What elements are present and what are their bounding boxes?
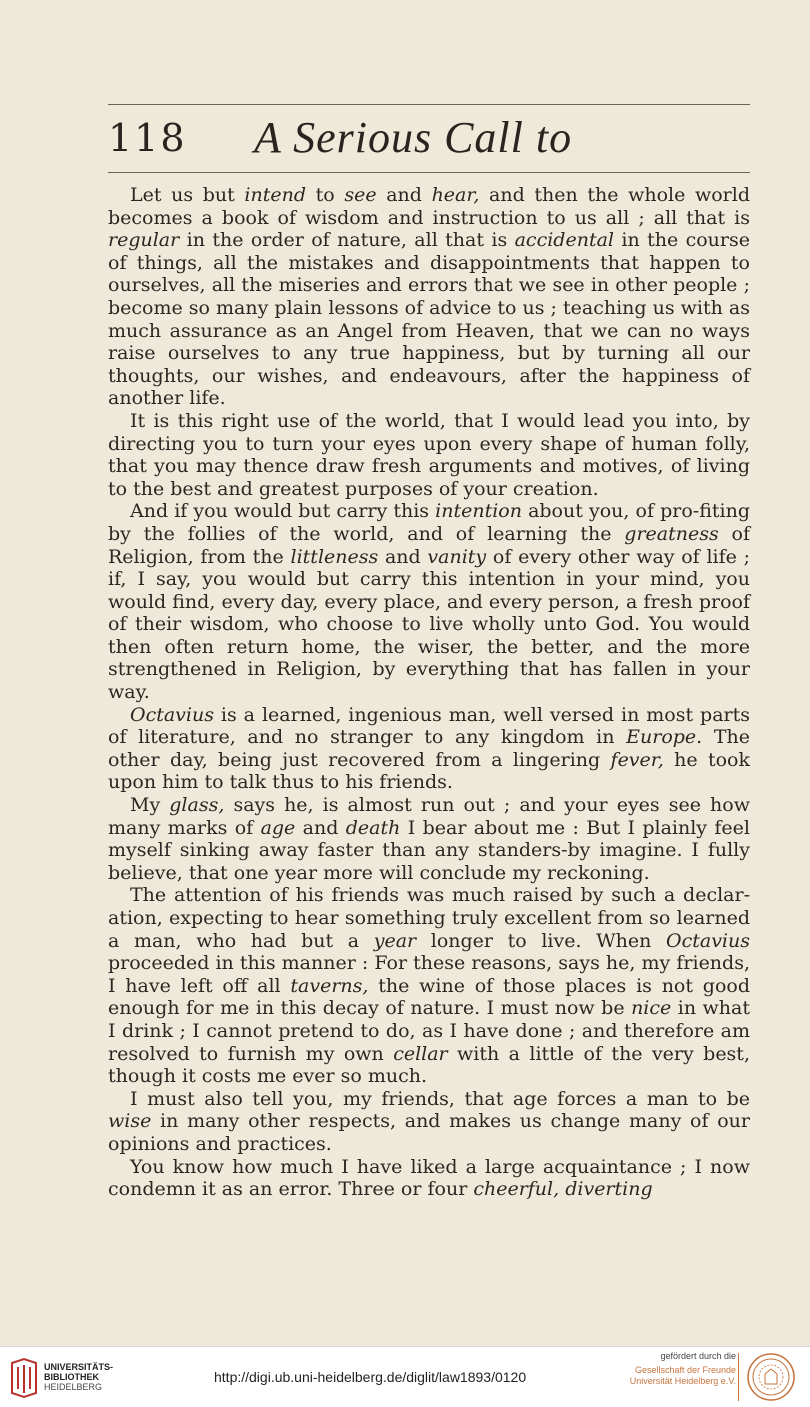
text-run: in the order of nature, all that is: [179, 229, 515, 252]
header-rule-top: [108, 104, 750, 105]
italic-run: age: [260, 816, 296, 839]
library-name[interactable]: UNIVERSITÄTS- BIBLIOTHEK HEIDELBERG: [44, 1362, 114, 1392]
italic-run: Octavius: [666, 929, 750, 952]
paragraph: [108, 410, 750, 500]
italic-run: greatness: [624, 522, 719, 545]
italic-run: nice: [631, 997, 672, 1020]
italic-run: taverns,: [290, 974, 369, 997]
running-title: A Serious Call to: [254, 113, 573, 162]
italic-run: Octavius: [130, 703, 214, 726]
italic-run: death: [345, 816, 401, 839]
sponsor-divider: [738, 1353, 739, 1401]
italic-run: year: [373, 929, 417, 952]
italic-run: littleness: [290, 545, 379, 568]
italic-run: wise: [108, 1110, 152, 1133]
header-rule-bottom: [108, 172, 750, 173]
italic-run: Europe.: [626, 726, 703, 749]
library-logo-icon[interactable]: [8, 1357, 40, 1399]
italic-run: see: [344, 184, 377, 206]
text-run: says he, is almost run out ; and your eyes see how many marks of: [108, 794, 750, 839]
italic-run: glass,: [169, 794, 225, 817]
italic-run: regular: [108, 229, 180, 252]
paragraph: [108, 184, 750, 410]
page-number: 118: [108, 116, 187, 160]
paragraph: [108, 704, 750, 794]
paragraph: [108, 884, 750, 1087]
text-run: with a little of the very best, though it costs me ever so much.: [108, 1042, 750, 1088]
text-run: I bear about me : But I plainly feel myself sinking away faster than any standers-by imagine. I fully believe, that one year more will conclude my reckoning.: [108, 816, 750, 884]
text-run: and then the whole world becomes a book of wisdom and instruction to us all ; all that is: [108, 184, 751, 229]
body-text: [108, 184, 750, 1201]
text-run: It is this right use of the world, that I would lead you into, by directing you to turn your eyes upon every shape of human folly, that you may thence draw fresh arguments and motives, of living to the best and greatest purposes of your creation.: [108, 409, 750, 500]
italic-run: vanity: [427, 545, 487, 568]
italic-run: intention: [435, 500, 522, 523]
text-run: he took upon him to talk thus to his friends.: [108, 748, 750, 794]
text-run: in what I drink ; I cannot pretend to do, as I have done ; and therefore am resolved to furnish my own: [108, 997, 751, 1065]
italic-run: fever,: [610, 748, 664, 771]
text-run: proceeded in this manner : For these reasons, says he, my friends, I have left off all: [108, 952, 750, 997]
text-run: is a learned, ingenious man, well versed in most parts of literature, and no stranger to any kingdom in: [108, 703, 750, 749]
paragraph: [108, 500, 750, 703]
italic-run: diverting: [565, 1178, 653, 1201]
text-run: of Religion, from the: [108, 522, 751, 568]
text-run: in many other respects, and makes us change many of our opinions and practices.: [108, 1110, 750, 1155]
university-seal-icon[interactable]: [746, 1352, 796, 1402]
text-run: Let us but: [130, 184, 245, 206]
text-run: in the course of things, all the mistakes and disappointments that happen to ourselves, all the miseries and errors that we see in other people ; become so many plain lessons of advice to us ; teaching us with as much assurance as an Angel from Heaven, that we can no ways raise ourselves to any true happiness, but by turning all our thoughts, our wishes, and endeavours, after the happiness of another life.: [108, 229, 750, 410]
text-run: of every other way of life ; if, I say, you would but carry this intention in your mind, you would find, every day, every place, and every person, a fresh proof of their wisdom, who choose to live wholly unto God. You would then often return home, the wiser, the better, and the more strengthened in Religion, by everything that has fallen in your way.: [108, 545, 750, 704]
text-run: And if you would but carry this: [130, 500, 436, 523]
italic-run: hear,: [431, 184, 480, 206]
text-run: The other day, being just recovered from a lingering: [108, 726, 750, 771]
text-run: the wine of those places is not good enough for me in this decay of nature. I must now be: [108, 974, 750, 1020]
text-run: longer to live. When: [416, 929, 667, 952]
paragraph: [108, 794, 750, 884]
text-run: about you, of pro-fiting by the follies of the world, and of learning the: [108, 500, 750, 545]
sponsor-credit[interactable]: gefördert durch die Gesellschaft der Freunde Universität Heidelberg e.V.: [629, 1351, 736, 1386]
permalink-url[interactable]: http://digi.ub.uni-heidelberg.de/diglit/law1893/0120: [214, 1369, 527, 1385]
page-header: [108, 112, 750, 162]
italic-run: cheerful,: [473, 1178, 560, 1201]
paragraph: [108, 1088, 750, 1156]
text-run: and: [376, 184, 432, 206]
text-run: You know how much I have liked a large acquaintance ; I now condemn it as an error. Three or four: [108, 1155, 750, 1201]
italic-run: accidental: [514, 229, 614, 252]
paragraph: [108, 1156, 750, 1201]
text-run: and: [378, 545, 428, 568]
italic-run: intend: [244, 184, 306, 206]
text-run: and: [295, 816, 346, 839]
italic-run: cellar: [393, 1042, 448, 1065]
text-run: The attention of his friends was much raised by such a declar-ation, expecting to hear something truly excellent from so learned a man, who had but a: [108, 884, 750, 952]
viewer-footer: [0, 1346, 810, 1407]
text-run: I must also tell you, my friends, that age forces a man to be: [130, 1087, 750, 1110]
text-run: to: [306, 184, 345, 206]
text-run: My: [130, 794, 170, 817]
